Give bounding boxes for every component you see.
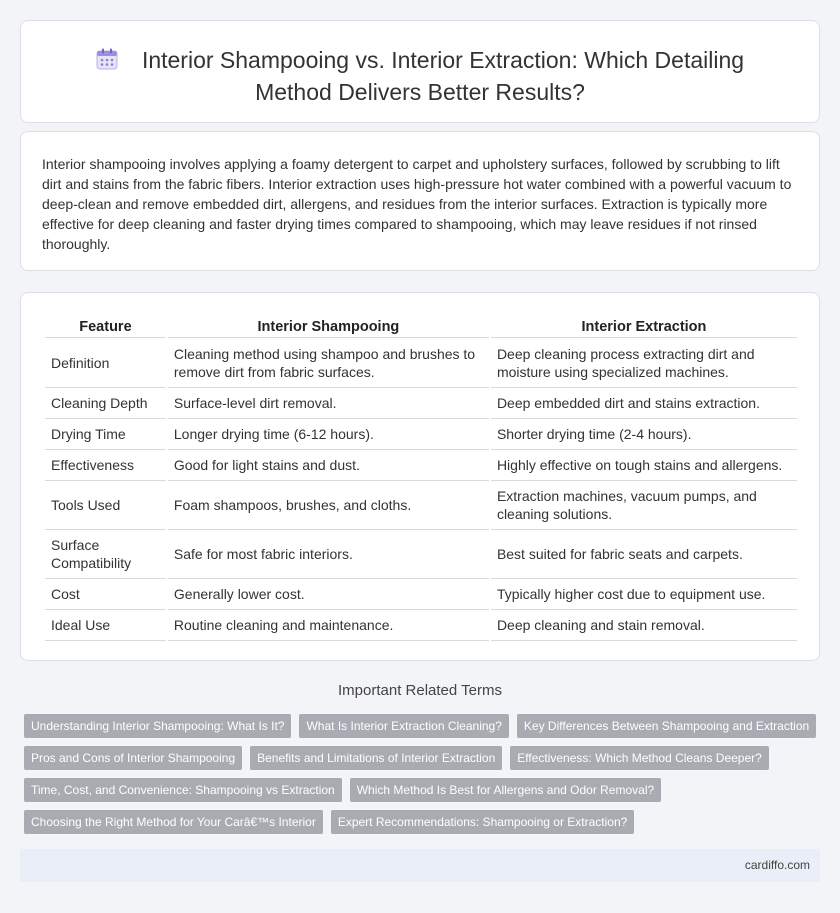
feature-cell: Surface Compatibility — [45, 530, 166, 579]
table-row — [45, 450, 797, 481]
footer-site-link[interactable]: cardiffo.com — [744, 858, 810, 872]
extraction-cell: Deep cleaning process extracting dirt and moisture using specialized machines. — [491, 338, 797, 388]
feature-cell: Drying Time — [45, 419, 166, 450]
related-term-link[interactable]: Pros and Cons of Interior Shampooing — [24, 746, 242, 770]
feature-cell: Tools Used — [45, 481, 166, 530]
extraction-cell: Deep cleaning and stain removal. — [491, 610, 797, 641]
title-card — [20, 20, 820, 123]
feature-cell: Cost — [45, 579, 166, 610]
feature-cell: Effectiveness — [45, 450, 166, 481]
shampooing-cell: Routine cleaning and maintenance. — [168, 610, 489, 641]
intro-paragraph: Interior shampooing involves applying a foamy detergent to carpet and upholstery surfaces, followed by scrubbing to lift dirt and stains from the fabric fibers. Interior extraction uses high-pressure hot water combined with a powerful vacuum to deep-clean and remove embedded dirt, allergens, and residues from the interior surfaces. Extraction is typically more effective for deep cleaning and faster drying times compared to shampooing, which may leave residues if not rinsed thoroughly. — [42, 156, 792, 252]
extraction-cell: Shorter drying time (2-4 hours). — [491, 419, 797, 450]
feature-cell: Ideal Use — [45, 610, 166, 641]
title-line-2: Method Delivers Better Results? — [255, 79, 585, 105]
table-row — [45, 388, 797, 419]
related-term-link[interactable]: Benefits and Limitations of Interior Extraction — [250, 746, 502, 770]
related-term-link[interactable]: Expert Recommendations: Shampooing or Extraction? — [331, 810, 634, 834]
shampooing-cell: Good for light stains and dust. — [168, 450, 489, 481]
comparison-table-card — [20, 292, 820, 661]
shampooing-cell: Surface-level dirt removal. — [168, 388, 489, 419]
header-shampooing: Interior Shampooing — [168, 313, 489, 338]
table-row — [45, 530, 797, 579]
table-row — [45, 481, 797, 530]
table-row — [45, 579, 797, 610]
intro-card — [20, 131, 820, 271]
header-extraction: Interior Extraction — [491, 313, 797, 338]
extraction-cell: Typically higher cost due to equipment use. — [491, 579, 797, 610]
related-term-link[interactable]: Understanding Interior Shampooing: What Is It? — [24, 714, 291, 738]
related-terms-list — [24, 714, 824, 834]
feature-cell: Definition — [45, 338, 166, 388]
shampooing-cell: Cleaning method using shampoo and brushes to remove dirt from fabric surfaces. — [168, 338, 489, 388]
title-line-1: Interior Shampooing vs. Interior Extraction: Which Detailing — [141, 47, 745, 73]
extraction-cell: Deep embedded dirt and stains extraction. — [491, 388, 797, 419]
feature-cell: Cleaning Depth — [45, 388, 166, 419]
related-term-link[interactable]: Time, Cost, and Convenience: Shampooing vs Extraction — [24, 778, 342, 802]
header-feature: Feature — [45, 313, 166, 338]
page-title — [21, 45, 819, 107]
table-row — [45, 419, 797, 450]
extraction-cell: Best suited for fabric seats and carpets. — [491, 530, 797, 579]
extraction-cell: Highly effective on tough stains and allergens. — [491, 450, 797, 481]
related-term-link[interactable]: Choosing the Right Method for Your Carâ€™s Interior — [24, 810, 323, 834]
related-term-link[interactable]: Which Method Is Best for Allergens and Odor Removal? — [350, 778, 661, 802]
related-terms-heading: Important Related Terms — [338, 682, 502, 699]
shampooing-cell: Foam shampoos, brushes, and cloths. — [168, 481, 489, 530]
related-term-link[interactable]: Key Differences Between Shampooing and Extraction — [517, 714, 816, 738]
table-row — [45, 610, 797, 641]
related-term-link[interactable]: What Is Interior Extraction Cleaning? — [299, 714, 508, 738]
extraction-cell: Extraction machines, vacuum pumps, and cleaning solutions. — [491, 481, 797, 530]
comparison-table — [43, 313, 799, 641]
calendar-icon — [96, 47, 118, 77]
shampooing-cell: Longer drying time (6-12 hours). — [168, 419, 489, 450]
shampooing-cell: Generally lower cost. — [168, 579, 489, 610]
related-term-link[interactable]: Effectiveness: Which Method Cleans Deeper? — [510, 746, 769, 770]
table-row — [45, 338, 797, 388]
footer — [20, 849, 820, 882]
table-header-row — [45, 313, 797, 338]
shampooing-cell: Safe for most fabric interiors. — [168, 530, 489, 579]
